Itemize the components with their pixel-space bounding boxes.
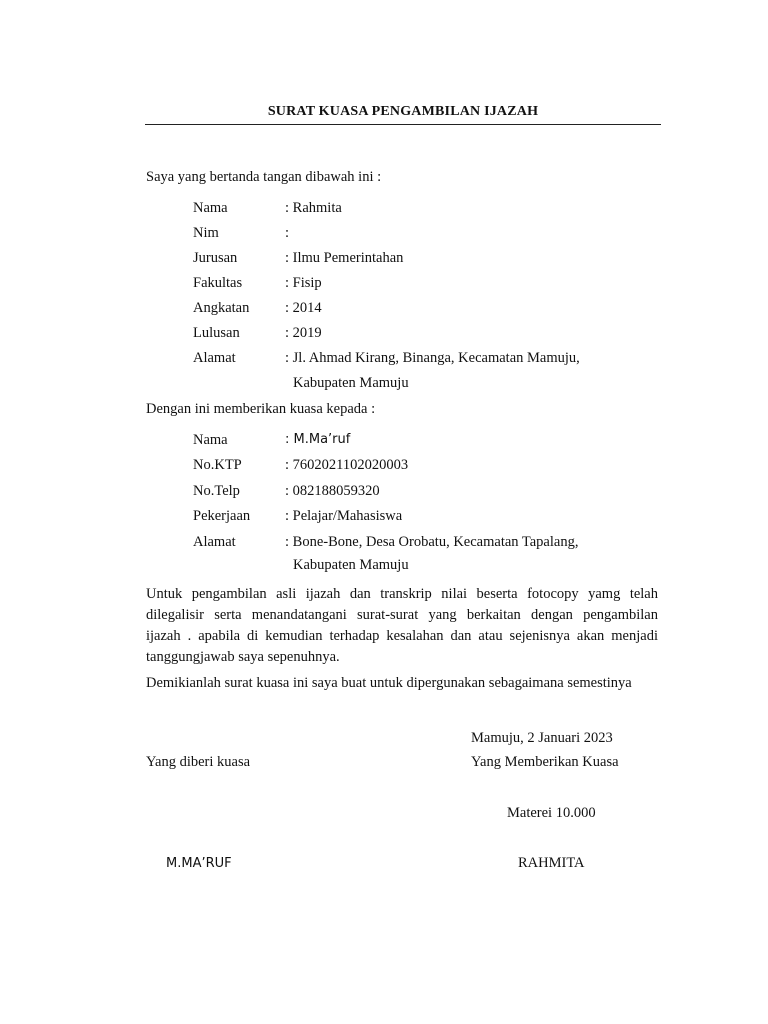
field-value: : 2014 bbox=[285, 300, 322, 316]
grantor-sign-label: Yang Memberikan Kuasa bbox=[471, 754, 619, 770]
paragraph-line: dilegalisir serta menandatangani surat-surat yang berkaitan dengan pengambilan bbox=[146, 607, 658, 623]
field-label: Angkatan bbox=[193, 300, 250, 316]
grantor-sign-name: RAHMITA bbox=[518, 855, 585, 871]
stamp-duty-note: Materei 10.000 bbox=[507, 805, 596, 821]
purpose-paragraph bbox=[146, 584, 658, 668]
place-date: Mamuju, 2 Januari 2023 bbox=[471, 730, 613, 746]
paragraph-line: Untuk pengambilan asli ijazah dan transkrip nilai beserta fotocopy yamg telah bbox=[146, 586, 658, 602]
field-value: : Bone-Bone, Desa Orobatu, Kecamatan Tapalang, bbox=[285, 534, 579, 550]
field-value: : 082188059320 bbox=[285, 483, 380, 499]
grantee-sign-label: Yang diberi kuasa bbox=[146, 754, 251, 770]
field-label: Nim bbox=[193, 225, 219, 241]
delegation-intro: Dengan ini memberikan kuasa kepada : bbox=[146, 401, 376, 417]
field-label: Lulusan bbox=[193, 325, 240, 341]
paragraph-line: ijazah . apabila di kemudian terhadap kesalahan dan atau sejenisnya akan menjadi bbox=[146, 628, 658, 644]
field-label: Nama bbox=[193, 200, 228, 216]
grantor-address-continuation: Kabupaten Mamuju bbox=[293, 375, 409, 391]
field-label: Nama bbox=[193, 432, 228, 448]
field-value: : bbox=[285, 225, 290, 241]
field-label: No.Telp bbox=[193, 483, 240, 499]
field-value: : 2019 bbox=[285, 325, 322, 341]
field-value: : Ilmu Pemerintahan bbox=[285, 250, 404, 266]
document-title: SURAT KUASA PENGAMBILAN IJAZAH bbox=[267, 104, 539, 119]
field-value: : 7602021102020003 bbox=[285, 457, 409, 473]
field-label: Pekerjaan bbox=[193, 508, 251, 524]
field-label: Alamat bbox=[193, 534, 236, 550]
field-label: Fakultas bbox=[193, 275, 243, 291]
title-underline bbox=[145, 124, 661, 125]
intro-text: Saya yang bertanda tangan dibawah ini : bbox=[146, 169, 382, 185]
field-label: No.KTP bbox=[193, 457, 242, 473]
field-value: : M.Ma’ruf bbox=[285, 432, 351, 447]
grantee-sign-name: M.MA’RUF bbox=[166, 856, 232, 871]
field-value: : Fisip bbox=[285, 275, 322, 291]
field-value: : Jl. Ahmad Kirang, Binanga, Kecamatan Mamuju, bbox=[285, 350, 580, 366]
field-value: : Rahmita bbox=[285, 200, 342, 216]
field-value: : Pelajar/Mahasiswa bbox=[285, 508, 403, 524]
closing-text: Demikianlah surat kuasa ini saya buat untuk dipergunakan sebagaimana semestinya bbox=[146, 675, 632, 691]
field-label: Alamat bbox=[193, 350, 236, 366]
field-label: Jurusan bbox=[193, 250, 238, 266]
grantee-address-continuation: Kabupaten Mamuju bbox=[293, 557, 409, 573]
paragraph-line: tanggungjawab saya sepenuhnya. bbox=[146, 649, 340, 665]
